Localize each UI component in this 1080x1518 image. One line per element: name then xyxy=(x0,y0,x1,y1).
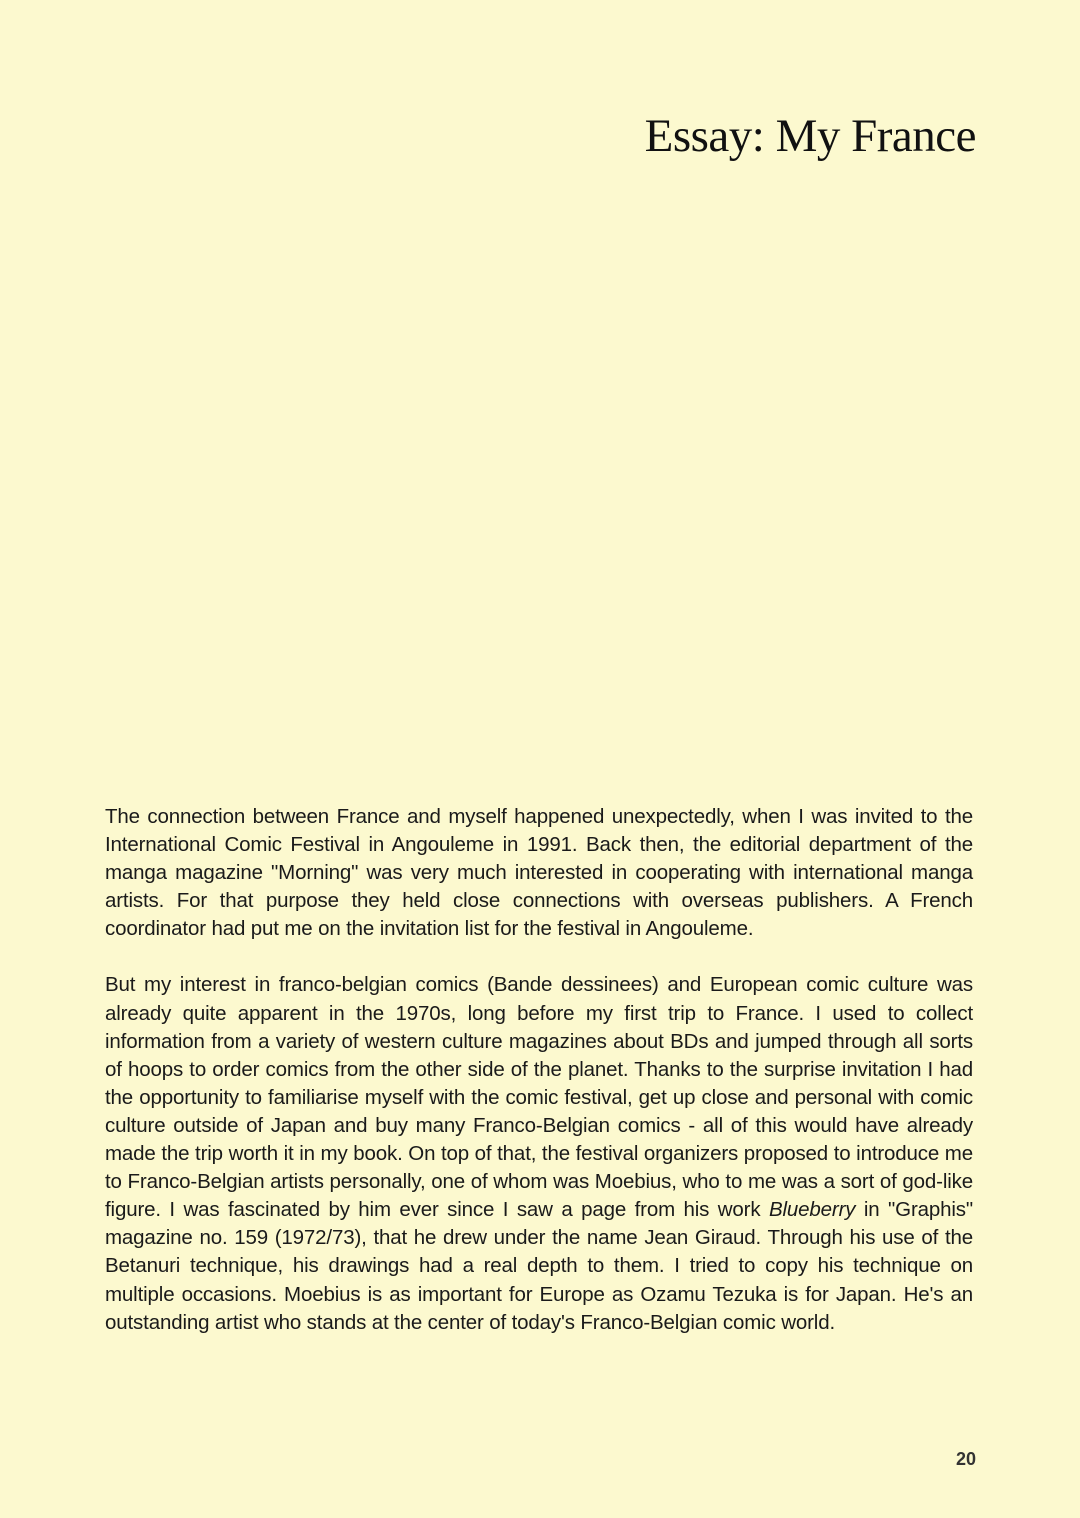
paragraph-2-text-after: in "Graphis" magazine no. 159 (1972/73), that he drew under the name Jean Giraud. Through his use of the Betanuri technique, his drawings had a real depth to them. I tried to copy his technique on multiple occasions. Moebius is as important for Europe as Ozamu Tezuka is for Japan. He's an outstanding artist who stands at the center of today's Franco-Belgian comic world. xyxy=(105,1198,974,1334)
essay-body xyxy=(105,803,973,1337)
paragraph-2-text-before: But my interest in franco-belgian comics (Bande dessinees) and European comic culture was already quite apparent in the 1970s, long before my first trip to France. I used to collect information from a variety of western culture magazines about BDs and jumped through all sorts of hoops to order comics from the other side of the planet. Thanks to the surprise invitation I had the opportunity to familiarise myself with the comic festival, get up close and personal with comic culture outside of Japan and buy many Franco-Belgian comics - all of this would have already made the trip worth it in my book. On top of that, the festival organizers proposed to introduce me to Franco-Belgian artists personally, one of whom was Moebius, who to me was a sort of god-like figure. I was fascinated by him ever since I saw a page from his work xyxy=(105,973,973,1222)
page-number: 20 xyxy=(955,1449,976,1469)
essay-title: Essay: My France xyxy=(644,110,976,162)
paragraph-2 xyxy=(105,971,973,1336)
book-title-blueberry: Blueberry xyxy=(768,1198,856,1222)
paragraph-1: The connection between France and myself happened unexpectedly, when I was invited to the International Comic Festival in Angouleme in 1991. Back then, the editorial department of the manga magazine "Morning" was very much interested in cooperating with international manga artists. For that purpose they held close connections with overseas publishers. A French coordinator had put me on the invitation list for the festival in Angouleme. xyxy=(105,805,973,941)
